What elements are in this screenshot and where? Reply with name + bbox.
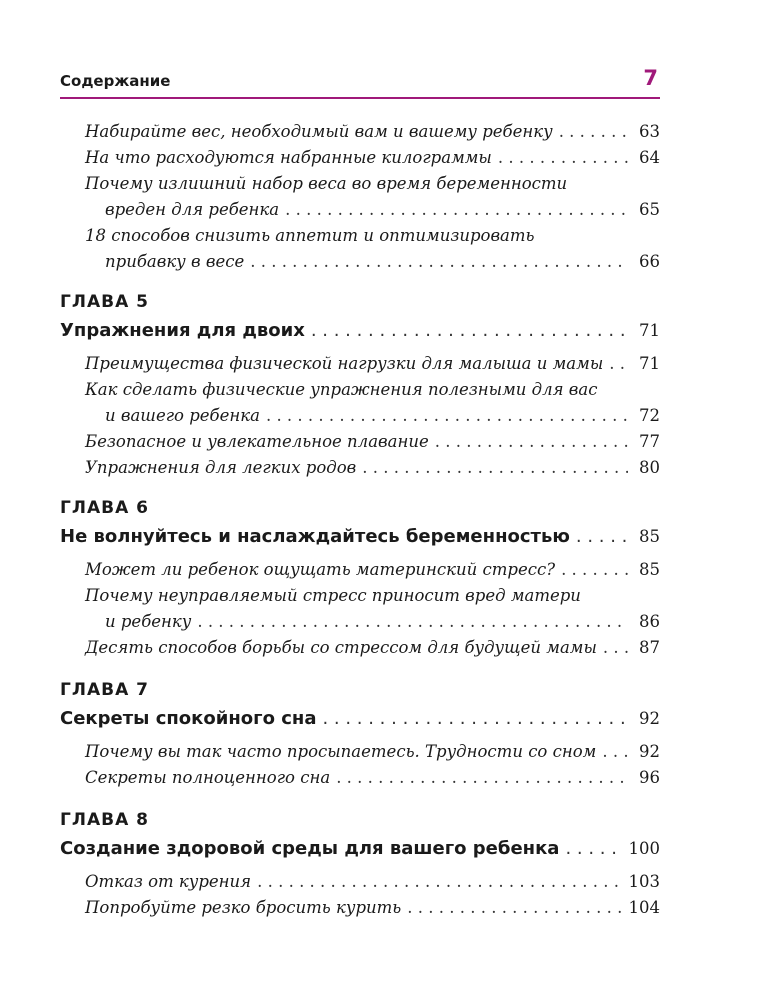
toc-entry-page: 86	[639, 612, 660, 631]
leader-dots	[362, 458, 628, 477]
toc-entry-title: прибавку в весе	[105, 252, 245, 271]
leader-dots	[435, 432, 628, 451]
toc-entry-page: 64	[639, 148, 660, 167]
toc-entry-page: 103	[628, 872, 660, 891]
toc-entry-title: Попробуйте резко бросить курить	[85, 898, 402, 917]
toc-entry-first-line: Как сделать физические упражнения полезными для вас	[85, 380, 598, 399]
toc-entry-page: 72	[639, 406, 660, 425]
toc-entry-title: Упражнения для легких родов	[85, 458, 357, 477]
toc-entry-page: 87	[639, 638, 660, 657]
toc-entry-page: 85	[639, 560, 660, 579]
toc-entry-page: 71	[639, 354, 660, 373]
leader-dots	[250, 252, 628, 271]
chapter-title[interactable]	[60, 320, 660, 341]
leader-dots	[407, 898, 622, 917]
toc-entry-title: Преимущества физической нагрузки для малыша и мамы	[85, 354, 604, 373]
leader-dots	[559, 122, 628, 141]
toc-entry-page: 65	[639, 200, 660, 219]
toc-entry-title: На что расходуются набранные килограммы	[85, 148, 492, 167]
chapter-page: 100	[628, 839, 660, 858]
toc-entry-page: 80	[639, 458, 660, 477]
toc-entry[interactable]	[85, 742, 660, 768]
header-rule	[60, 97, 660, 99]
leader-dots	[602, 742, 628, 761]
leader-dots	[565, 838, 622, 859]
chapter-title-text: Создание здоровой среды для вашего ребенка	[60, 838, 560, 859]
leader-dots	[266, 406, 628, 425]
toc-entry[interactable]	[105, 200, 660, 226]
chapter-page: 71	[639, 321, 660, 340]
toc-entry[interactable]	[85, 354, 660, 380]
toc-entry[interactable]	[85, 148, 660, 174]
page-header	[60, 68, 660, 94]
toc-entry[interactable]	[105, 612, 660, 638]
toc-entry-title: Набирайте вес, необходимый вам и вашему ребенку	[85, 122, 553, 141]
chapter-title[interactable]	[60, 526, 660, 547]
header-title: Содержание	[60, 72, 171, 90]
header-page-number: 7	[643, 66, 658, 90]
leader-dots	[576, 526, 628, 547]
toc-entry-title: Безопасное и увлекательное плавание	[85, 432, 429, 451]
chapter-title[interactable]	[60, 838, 660, 859]
leader-dots	[498, 148, 628, 167]
toc-entry-title: Отказ от курения	[85, 872, 252, 891]
toc-entry-title: Может ли ребенок ощущать материнский стресс?	[85, 560, 556, 579]
chapter-page: 85	[639, 527, 660, 546]
toc-entry-page: 77	[639, 432, 660, 451]
toc-entry[interactable]	[85, 898, 660, 924]
toc-entry-page: 104	[628, 898, 660, 917]
toc-entry-first-line: 18 способов снизить аппетит и оптимизировать	[85, 226, 535, 245]
toc-entry[interactable]	[85, 458, 660, 484]
toc-entry-title: Секреты полноценного сна	[85, 768, 331, 787]
toc-entry-first-line: Почему излишний набор веса во время беременности	[85, 174, 568, 193]
toc-entry-page: 92	[639, 742, 660, 761]
toc-entry[interactable]	[85, 122, 660, 148]
toc-entry[interactable]	[85, 872, 660, 898]
leader-dots	[197, 612, 628, 631]
toc-entry-title: вреден для ребенка	[105, 200, 280, 219]
toc-entry-page: 66	[639, 252, 660, 271]
toc-entry[interactable]	[85, 638, 660, 664]
leader-dots	[603, 638, 628, 657]
toc-entry[interactable]	[85, 432, 660, 458]
toc-entry-first-line: Почему неуправляемый стресс приносит вред матери	[85, 586, 581, 605]
leader-dots	[561, 560, 628, 579]
toc-entry[interactable]	[85, 768, 660, 794]
toc-entry-title: Десять способов борьбы со стрессом для будущей мамы	[85, 638, 597, 657]
toc-entry-title: Почему вы так часто просыпаетесь. Трудности со сном	[85, 742, 597, 761]
chapter-label: ГЛАВА 6	[60, 498, 149, 518]
toc-entry[interactable]	[105, 406, 660, 432]
chapter-title-text: Не волнуйтесь и наслаждайтесь беременностью	[60, 526, 570, 547]
chapter-label: ГЛАВА 8	[60, 810, 149, 830]
chapter-title[interactable]	[60, 708, 660, 729]
leader-dots	[311, 320, 628, 341]
toc-entry-page: 63	[639, 122, 660, 141]
leader-dots	[609, 354, 628, 373]
chapter-title-text: Упражнения для двоих	[60, 320, 305, 341]
chapter-label: ГЛАВА 5	[60, 292, 149, 312]
toc-entry[interactable]	[105, 252, 660, 278]
toc-entry-title: и ребенку	[105, 612, 192, 631]
leader-dots	[257, 872, 622, 891]
chapter-page: 92	[639, 709, 660, 728]
toc-entry-page: 96	[639, 768, 660, 787]
toc-entry[interactable]	[85, 560, 660, 586]
leader-dots	[285, 200, 628, 219]
chapter-title-text: Секреты спокойного сна	[60, 708, 317, 729]
leader-dots	[322, 708, 628, 729]
leader-dots	[336, 768, 628, 787]
chapter-label: ГЛАВА 7	[60, 680, 149, 700]
toc-entry-title: и вашего ребенка	[105, 406, 260, 425]
